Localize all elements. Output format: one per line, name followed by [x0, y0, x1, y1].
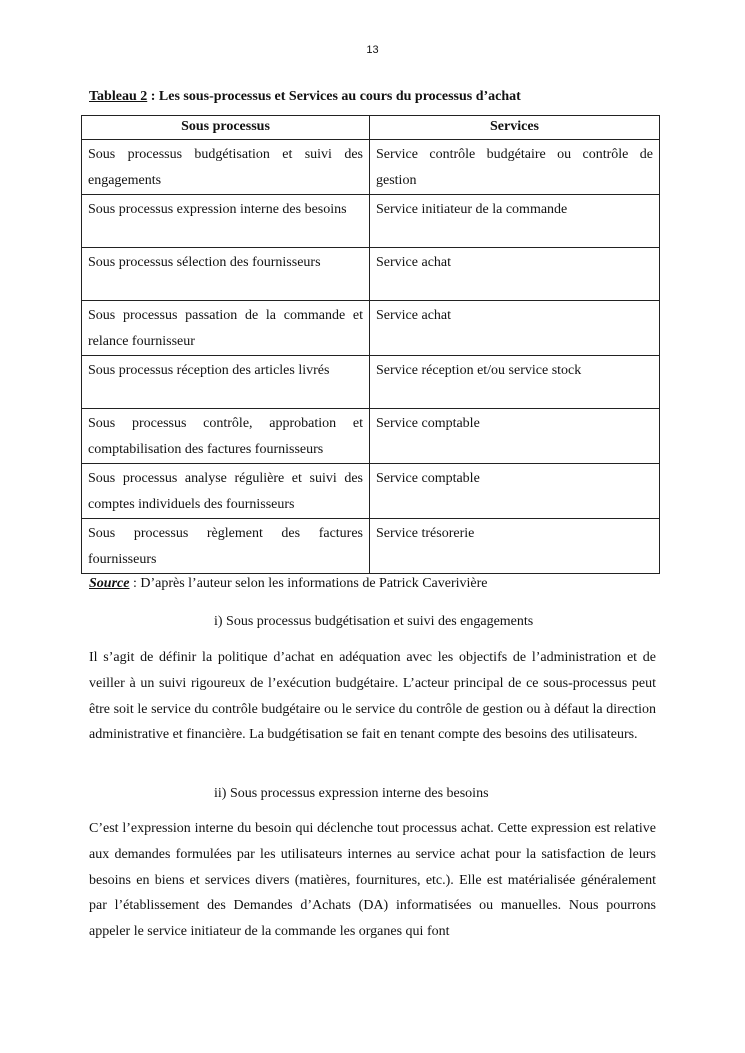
section-heading-expression-besoins: ii) Sous processus expression interne des besoins: [214, 786, 489, 801]
paragraph-budgetisation: Il s’agit de définir la politique d’achat en adéquation avec les objectifs de l’administration et de veiller à un suivi rigoureux de l’exécution budgétaire. L’acteur principal de ce sous-processus peut être soit le service du contrôle budgétaire ou le service du contrôle de gestion ou à défaut la direction administrative et financière. La budgétisation se fait en tenant compte des besoins des utilisateurs.: [89, 650, 656, 743]
service-cell: Service réception et/ou service stock: [370, 356, 660, 409]
service-cell: Service comptable: [370, 409, 660, 464]
subprocess-cell: Sous processus budgétisation et suivi des engagements: [82, 140, 370, 195]
header-services: Services: [370, 116, 660, 140]
service-cell: Service achat: [370, 248, 660, 301]
subprocess-cell: Sous processus contrôle, approbation et comptabilisation des factures fournisseurs: [82, 409, 370, 464]
service-cell: Service initiateur de la commande: [370, 195, 660, 248]
source-label: Source: [89, 576, 130, 591]
section-heading-budgetisation: i) Sous processus budgétisation et suivi des engagements: [214, 614, 534, 629]
subprocess-cell: Sous processus règlement des factures fournisseurs: [82, 519, 370, 574]
table-caption-text: : Les sous-processus et Services au cours du processus d’achat: [147, 89, 521, 104]
page-number: 13: [366, 44, 379, 56]
table-row: [82, 195, 660, 248]
service-cell: Service contrôle budgétaire ou contrôle de gestion: [370, 140, 660, 195]
table-caption: [89, 89, 521, 105]
subprocess-cell: Sous processus analyse régulière et suivi des comptes individuels des fournisseurs: [82, 464, 370, 519]
subprocess-cell: Sous processus expression interne des besoins: [82, 195, 370, 248]
header-sous-processus: Sous processus: [82, 116, 370, 140]
table-row: [82, 248, 660, 301]
paragraph-expression-besoins: C’est l’expression interne du besoin qui déclenche tout processus achat. Cette expression est relative aux demandes formulées par les utilisateurs internes au service achat pour la satisfaction de leurs besoins en biens et services divers (matières, fournitures, etc.). Elle est matérialisée généralement par l’établissement des Demandes d’Achats (DA) informatisées ou manuelles. Nous pourrons appeler le service initiateur de la commande les organes qui font: [89, 821, 656, 940]
service-cell: Service achat: [370, 301, 660, 356]
service-cell: Service comptable: [370, 464, 660, 519]
service-cell: Service trésorerie: [370, 519, 660, 574]
table-row: [82, 519, 660, 574]
table-row: [82, 301, 660, 356]
table-row: [82, 140, 660, 195]
table-source: [89, 576, 488, 592]
subprocess-services-table: [81, 115, 660, 574]
table-row: [82, 409, 660, 464]
table-caption-label: Tableau 2: [89, 89, 148, 104]
table-row: [82, 464, 660, 519]
subprocess-cell: Sous processus sélection des fournisseurs: [82, 248, 370, 301]
table-row: [82, 356, 660, 409]
source-text: : D’après l’auteur selon les informations de Patrick Caverivière: [129, 576, 488, 591]
subprocess-cell: Sous processus passation de la commande et relance fournisseur: [82, 301, 370, 356]
subprocess-cell: Sous processus réception des articles livrés: [82, 356, 370, 409]
table-header-row: [82, 116, 660, 140]
